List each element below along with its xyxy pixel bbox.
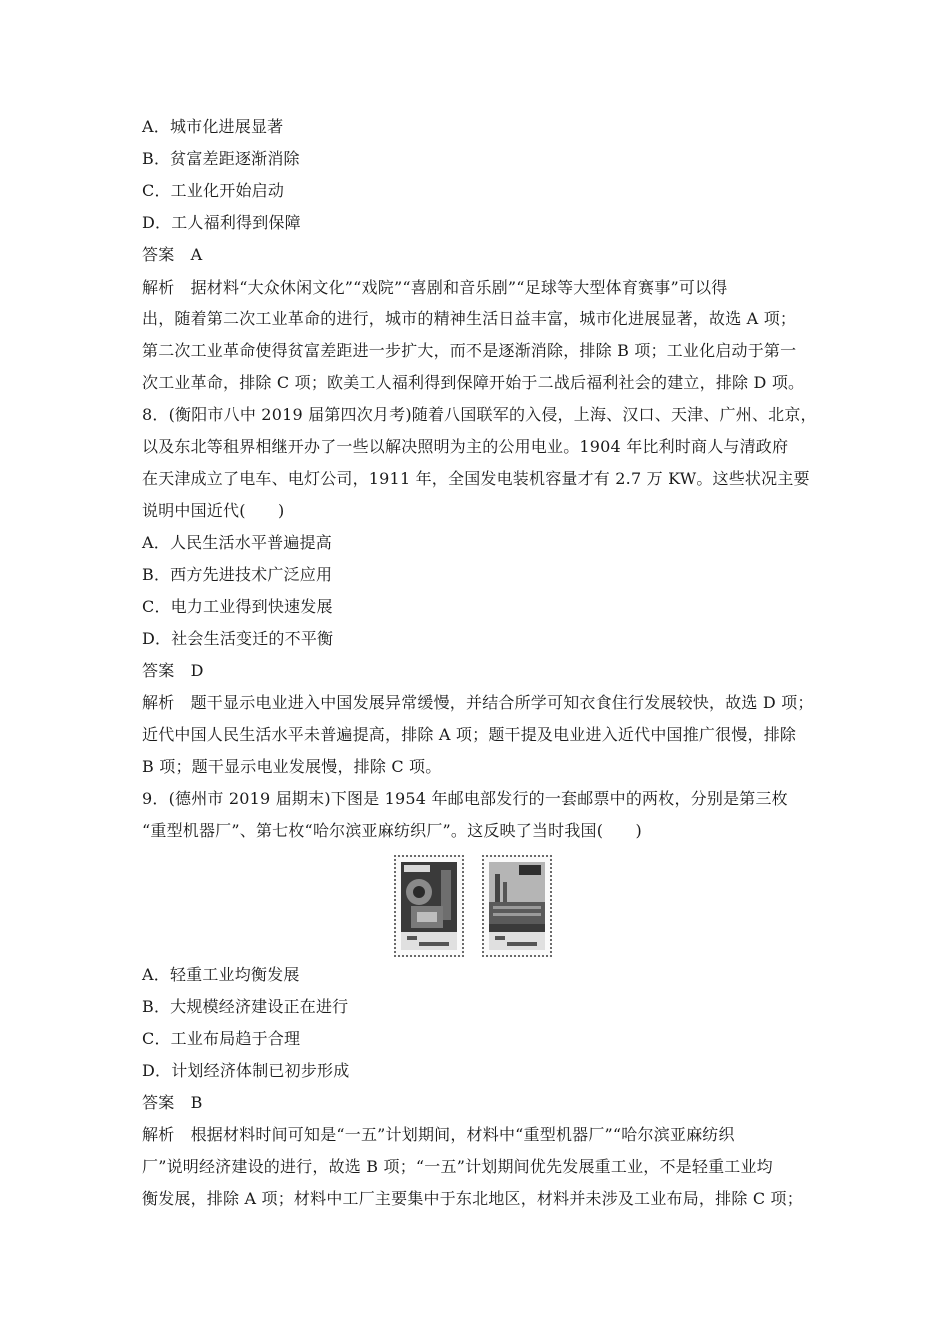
text-line: A．人民生活水平普遍提高 <box>142 533 332 552</box>
text-line: 厂”说明经济建设的进行，故选 B 项；“一五”计划期间优先发展重工业，不是轻重工业均 <box>142 1157 773 1176</box>
stamp-heavy-machinery-factory <box>394 855 464 957</box>
text-line: B．大规模经济建设正在进行 <box>142 997 349 1016</box>
text-line: 8．(衡阳市八中 2019 届第四次月考)随着八国联军的入侵，上海、汉口、天津、广州、北京， <box>142 405 817 424</box>
text-line: 近代中国人民生活水平未普遍提高，排除 A 项；题干提及电业进入近代中国推广很慢，排除 <box>142 725 797 744</box>
text-line: 9．(德州市 2019 届期末)下图是 1954 年邮电部发行的一套邮票中的两枚，分别是第三枚 <box>142 789 788 808</box>
text-line: 在天津成立了电车、电灯公司，1911 年，全国发电装机容量才有 2.7 万 KW。这些状况主要 <box>142 469 810 488</box>
stamp-images <box>394 855 556 959</box>
text-line: 衡发展，排除 A 项；材料中工厂主要集中于东北地区，材料并未涉及工业布局，排除 C 项； <box>142 1189 803 1208</box>
text-line: 说明中国近代( ) <box>142 501 285 520</box>
text-line: D．计划经济体制已初步形成 <box>142 1061 350 1080</box>
textile-mill-picture <box>489 862 545 950</box>
stamp-harbin-flax-mill <box>482 855 552 957</box>
text-line: C．电力工业得到快速发展 <box>142 597 333 616</box>
text-line: B．贫富差距逐渐消除 <box>142 149 300 168</box>
text-line: “重型机器厂”、第七枚“哈尔滨亚麻纺织厂”。这反映了当时我国( ) <box>142 821 643 840</box>
text-line: B 项；题干显示电业发展慢，排除 C 项。 <box>142 757 442 776</box>
text-line: C．工业布局趋于合理 <box>142 1029 301 1048</box>
text-line: 以及东北等租界相继开办了一些以解决照明为主的公用电业。1904 年比利时商人与清政府 <box>142 437 789 456</box>
text-line: 解析 据材料“大众休闲文化”“戏院”“喜剧和音乐剧”“足球等大型体育赛事”可以得 <box>142 278 728 297</box>
text-line: 答案 B <box>142 1093 203 1112</box>
text-line: D．工人福利得到保障 <box>142 213 301 232</box>
text-line: 答案 D <box>142 661 204 680</box>
text-line: 解析 根据材料时间可知是“一五”计划期间，材料中“重型机器厂”“哈尔滨亚麻纺织 <box>142 1125 735 1144</box>
text-line: 第二次工业革命使得贫富差距进一步扩大，而不是逐渐消除，排除 B 项；工业化启动于第一 <box>142 341 797 360</box>
text-line: 出，随着第二次工业革命的进行，城市的精神生活日益丰富，城市化进展显著，故选 A 项； <box>142 309 797 328</box>
text-line: C．工业化开始启动 <box>142 181 285 200</box>
text-line: 次工业革命，排除 C 项；欧美工人福利得到保障开始于二战后福利社会的建立，排除 D 项。 <box>142 373 805 392</box>
machinery-picture <box>401 862 457 950</box>
text-line: 解析 题干显示电业进入中国发展异常缓慢，并结合所学可知衣食住行发展较快，故选 D 项； <box>142 693 814 712</box>
text-line: B．西方先进技术广泛应用 <box>142 565 333 584</box>
text-line: A．轻重工业均衡发展 <box>142 965 300 984</box>
text-line: D．社会生活变迁的不平衡 <box>142 629 334 648</box>
text-line: 答案 A <box>142 245 203 264</box>
text-line: A．城市化进展显著 <box>142 117 284 136</box>
